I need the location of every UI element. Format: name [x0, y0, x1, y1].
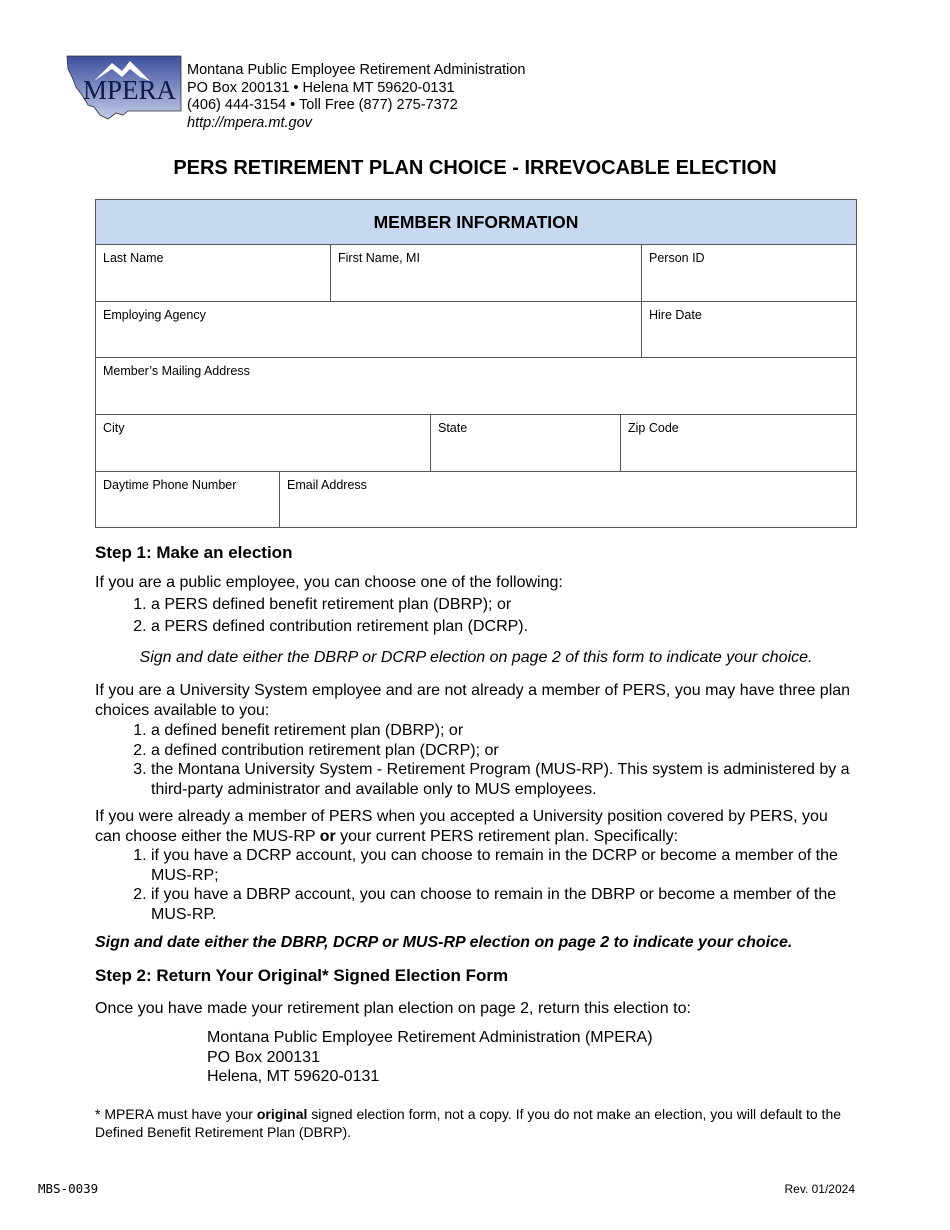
member-intro-a: If you were already a member of PERS when you accepted a University position covered by PERS, you can choose either the MUS-RP	[95, 808, 828, 845]
list-item: 2. a defined contribution retirement plan (DCRP); or	[151, 741, 857, 761]
note-a: * MPERA must have your	[95, 1105, 257, 1122]
member-intro-or: or	[319, 827, 336, 845]
step2-intro: Once you have made your retirement plan election on page 2, return this election to:	[95, 999, 691, 1017]
email-label: Email Address	[287, 478, 367, 492]
university-intro: If you are a University System employee and are not already a member of PERS, you may have three plan choices available to you:	[95, 682, 851, 719]
mailing-address-label: Member’s Mailing Address	[103, 364, 250, 378]
instructions	[95, 542, 857, 1141]
state-label: State	[438, 421, 468, 435]
return-address-line: Helena, MT 59620-0131	[207, 1068, 380, 1085]
email-field[interactable]	[280, 472, 857, 528]
person-id-field[interactable]	[642, 245, 857, 302]
step1-intro: If you are a public employee, you can choose one of the following:	[95, 574, 563, 591]
employing-agency-field[interactable]	[96, 302, 642, 358]
list-item: 3. the Montana University System - Retirement Program (MUS-RP). This system is administered by a third-party administrator and available only to MUS employees.	[151, 760, 857, 799]
page-title: PERS RETIREMENT PLAN CHOICE - IRREVOCABLE ELECTION	[173, 157, 777, 179]
hire-date-label: Hire Date	[649, 308, 702, 322]
member-intro	[95, 807, 857, 846]
list-item: 1. a defined benefit retirement plan (DBRP); or	[151, 721, 857, 741]
state-field[interactable]	[431, 415, 621, 472]
last-name-label: Last Name	[103, 251, 164, 265]
svg-text:MPERA: MPERA	[83, 75, 177, 105]
step2-heading: Step 2: Return Your Original* Signed Election Form	[95, 965, 509, 985]
zip-label: Zip Code	[628, 421, 679, 435]
org-address: PO Box 200131 • Helena MT 59620-0131	[187, 79, 455, 96]
org-name: Montana Public Employee Retirement Administration	[187, 62, 526, 78]
city-label: City	[103, 421, 125, 435]
list-item: 2. a PERS defined contribution retirement plan (DCRP).	[151, 617, 857, 637]
org-phone: (406) 444-3154 • Toll Free (877) 275-7372	[187, 97, 458, 114]
hire-date-field[interactable]	[642, 302, 857, 358]
phone-label: Daytime Phone Number	[103, 478, 237, 492]
mailing-address-field[interactable]	[96, 358, 857, 415]
org-contact-block	[187, 62, 526, 133]
employing-agency-label: Employing Agency	[103, 308, 206, 322]
original-form-note	[95, 1105, 857, 1141]
public-choices-list	[95, 595, 857, 637]
return-address-line: PO Box 200131	[207, 1048, 320, 1066]
form-number: MBS-0039	[38, 1181, 99, 1196]
return-address	[95, 1028, 857, 1087]
list-item: 1. a PERS defined benefit retirement plan (DBRP); or	[151, 595, 857, 615]
final-instruction: Sign and date either the DBRP, DCRP or MUS-RP election on page 2 to indicate your choice.	[95, 934, 793, 951]
revision-date: Rev. 01/2024	[784, 1182, 855, 1196]
list-item: 1. if you have a DCRP account, you can choose to remain in the DCRP or become a member of the MUS-RP;	[151, 846, 857, 885]
step1-heading: Step 1: Make an election	[95, 543, 293, 562]
mpera-logo	[66, 55, 182, 125]
note-bold: original	[256, 1105, 308, 1122]
org-url[interactable]: http://mpera.mt.gov	[187, 115, 312, 132]
list-item: 2. if you have a DBRP account, you can choose to remain in the DBRP or become a member of the MUS-RP.	[151, 885, 857, 924]
city-field[interactable]	[96, 415, 431, 472]
member-intro-b: your current PERS retirement plan. Specifically:	[335, 827, 679, 845]
last-name-field[interactable]	[96, 245, 331, 302]
university-choices-list	[95, 721, 857, 799]
phone-field[interactable]	[96, 472, 280, 528]
member-choices-list	[95, 846, 857, 924]
return-address-line: Montana Public Employee Retirement Administration (MPERA)	[207, 1029, 653, 1046]
first-name-field[interactable]	[331, 245, 642, 302]
note-b: signed election form, not a copy. If you do not make an election, you will default to the Defined Benefit Retirement Plan (DBRP).	[95, 1105, 842, 1140]
member-info-heading: MEMBER INFORMATION	[96, 200, 857, 245]
first-name-label: First Name, MI	[338, 251, 420, 265]
person-id-label: Person ID	[649, 251, 705, 265]
zip-field[interactable]	[621, 415, 857, 472]
member-info-table	[95, 199, 857, 528]
public-instruction: Sign and date either the DBRP or DCRP election on page 2 of this form to indicate your choice.	[139, 648, 813, 666]
